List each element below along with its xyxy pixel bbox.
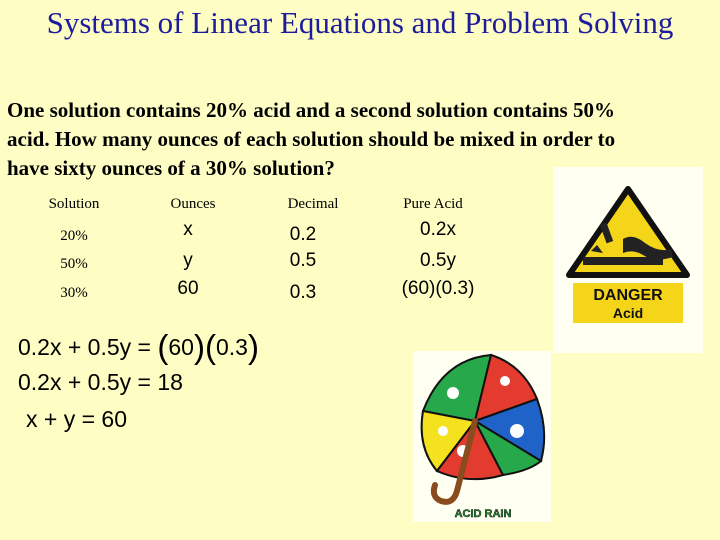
table-row-2-pure-acid: 0.5y [420, 250, 456, 271]
header-ounces: Ounces [170, 196, 216, 212]
header-pure-acid: Pure Acid [403, 196, 463, 212]
table-row-1-solution: 20% [60, 228, 88, 244]
open-paren-b: ( [204, 328, 216, 365]
equation-1-factor-a: 60 [168, 334, 194, 360]
acid-rain-label: ACID RAIN [454, 508, 512, 520]
problem-line-1: One solution contains 20% acid and a second solution contains 50% [7, 98, 615, 122]
equation-3: x + y = 60 [26, 406, 128, 432]
open-paren-a: ( [157, 328, 169, 365]
close-paren-a: ) [193, 328, 205, 365]
table-row-3-pure-acid: (60)(0.3) [401, 278, 475, 299]
problem-line-3: have sixty ounces of a 30% solution? [7, 156, 335, 180]
table-row-3-decimal: 0.3 [289, 282, 317, 303]
table-row-3-ounces: 60 [177, 278, 199, 299]
table-row-1-decimal: 0.2 [289, 224, 317, 245]
slide-title: Systems of Linear Equations and Problem Solving [46, 5, 674, 40]
header-decimal: Decimal [287, 196, 339, 212]
equation-1-factor-b: 0.3 [215, 334, 248, 360]
equation-1-left: 0.2x + 0.5y = [18, 334, 158, 360]
equation-1 [18, 328, 259, 366]
danger-label: DANGER [593, 287, 663, 304]
acid-label: Acid [612, 305, 644, 321]
umbrella-graphic [413, 351, 551, 522]
table-row-3-solution: 30% [60, 285, 88, 301]
acid-rain-umbrella-icon [413, 351, 551, 522]
danger-sign-graphic [553, 167, 703, 353]
problem-line-2: acid. How many ounces of each solution should be mixed in order to [7, 127, 616, 151]
danger-acid-sign-icon [553, 167, 703, 353]
table-row-1-pure-acid: 0.2x [420, 219, 456, 240]
table-row-2-solution: 50% [60, 256, 88, 272]
table-row-1-ounces: x [183, 219, 193, 240]
table-row-2-decimal: 0.5 [289, 250, 317, 271]
equation-2: 0.2x + 0.5y = 18 [18, 369, 183, 395]
close-paren-b: ) [247, 328, 259, 365]
header-solution: Solution [48, 196, 100, 212]
table-row-2-ounces: y [183, 250, 193, 271]
